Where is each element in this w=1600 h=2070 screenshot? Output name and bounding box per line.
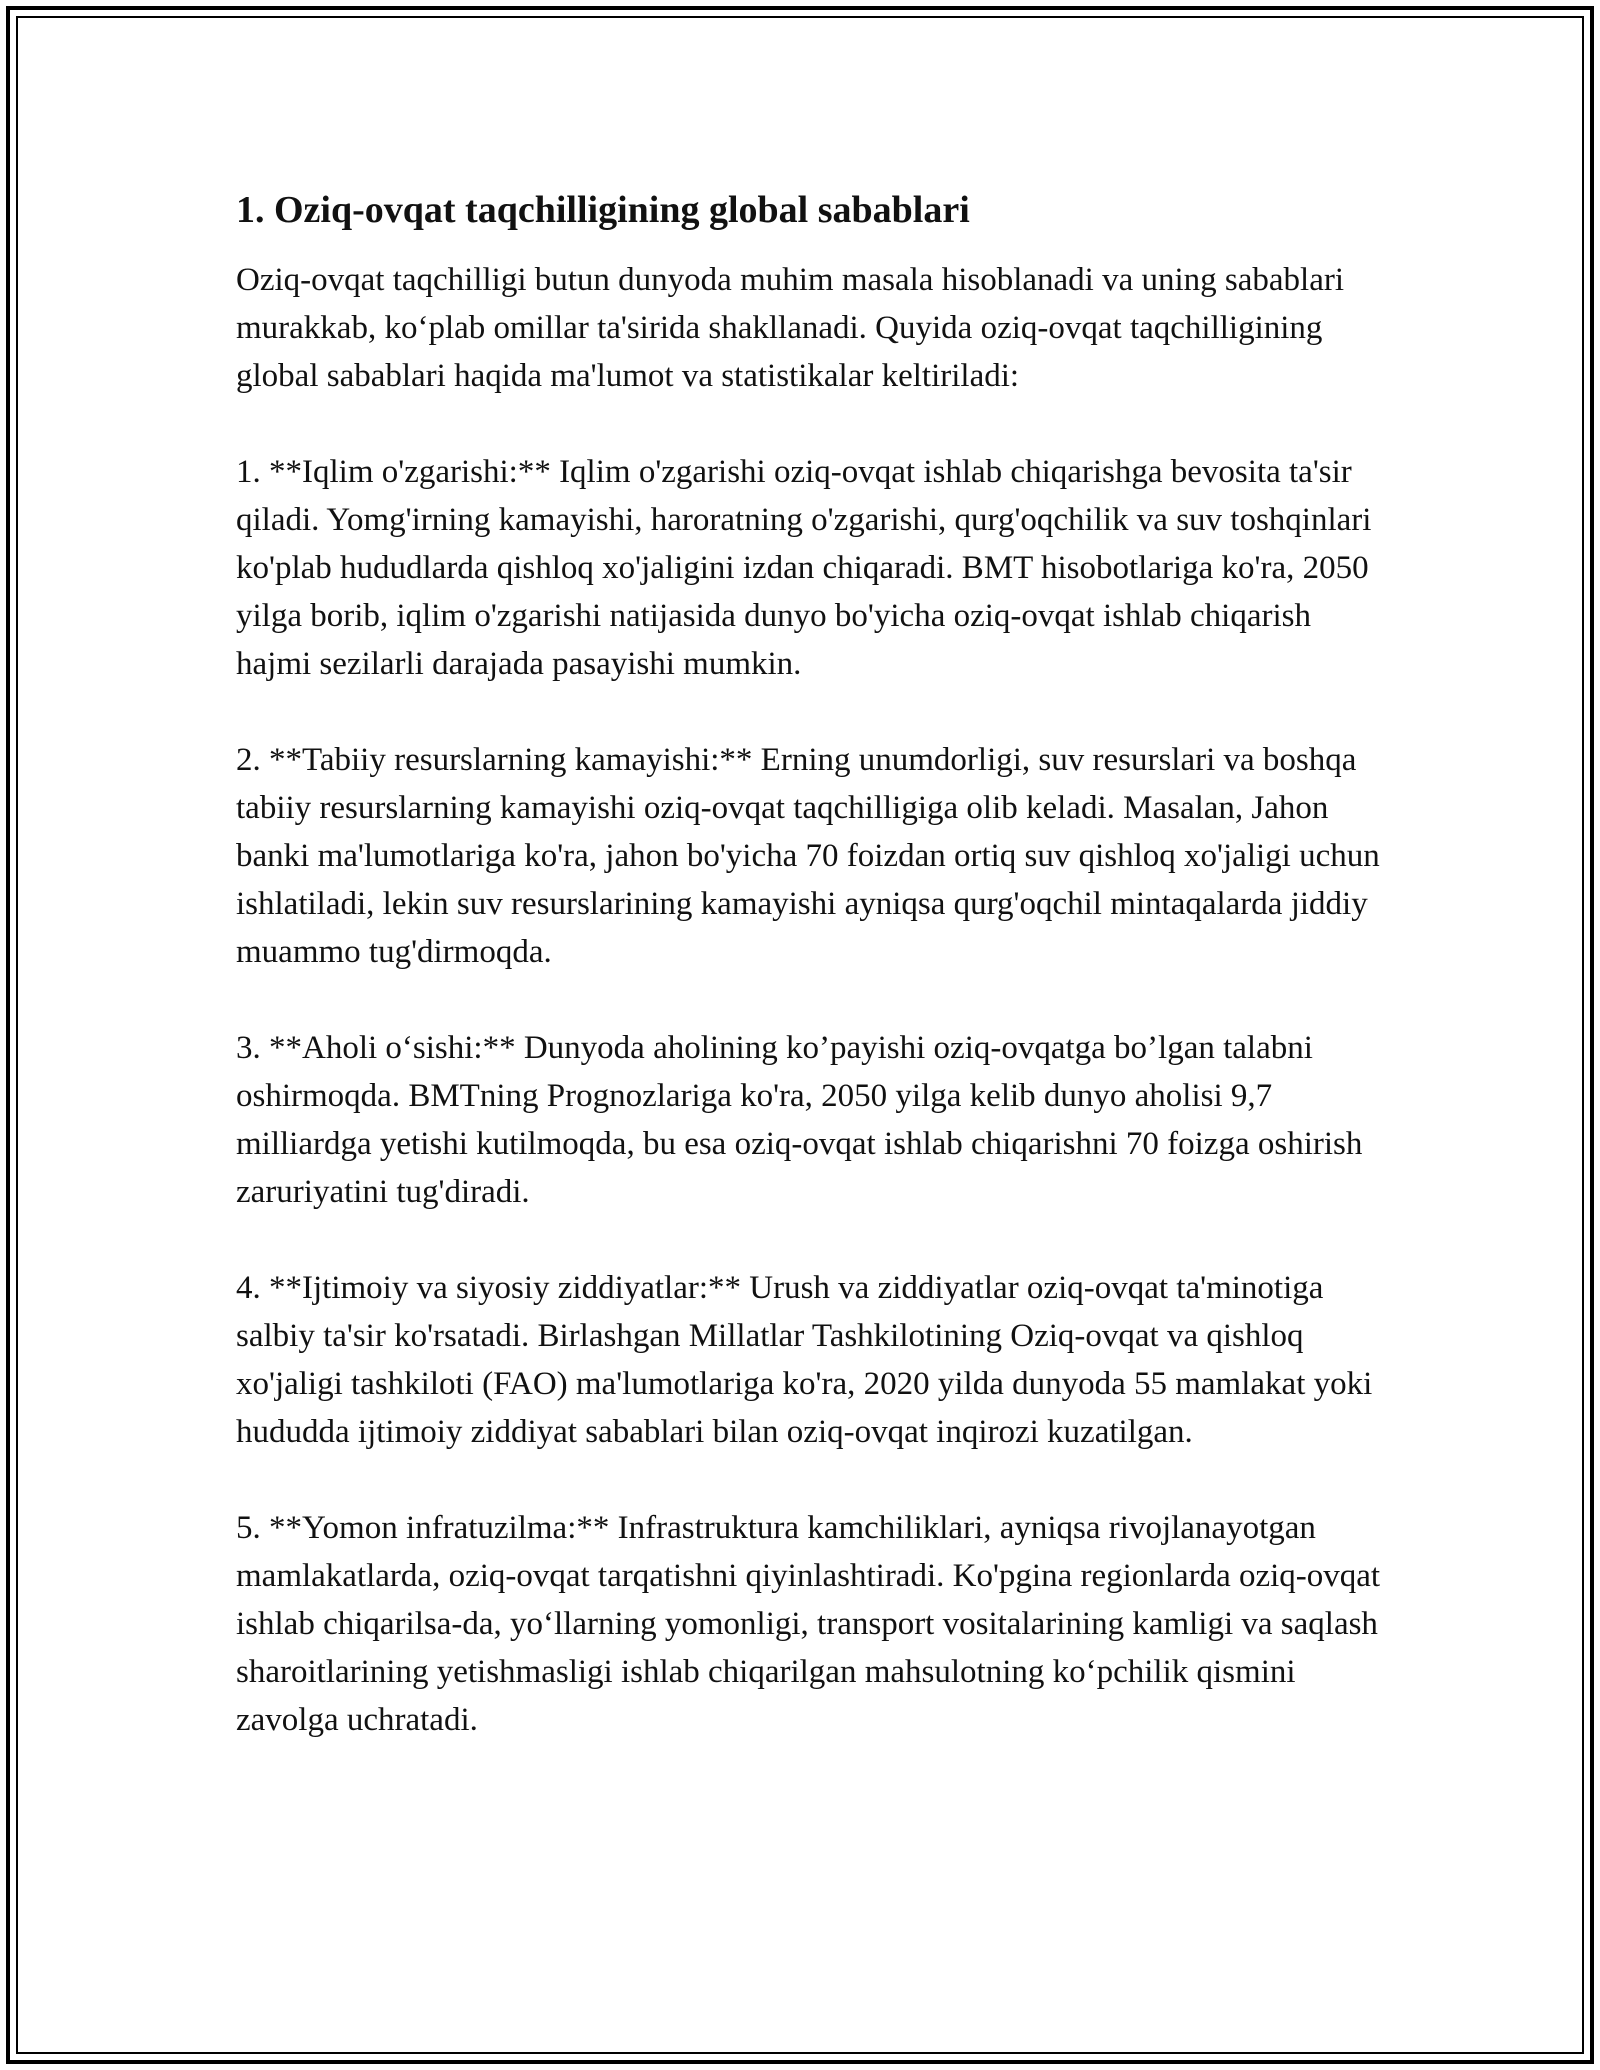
list-item-climate-change: 1. **Iqlim o'zgarishi:** Iqlim o'zgarishi oziq-ovqat ishlab chiqarishga bevosita ta'sir qiladi. Yomg'irning kamayishi, haroratning o'zgarishi, qurg'oqchilik va suv toshqinlari ko'plab hududlarda qishloq xo'jaligini izdan chiqaradi. BMT hisobotlariga ko'ra, 2050 yilga borib, iqlim o'zgarishi natijasida dunyo bo'yicha oziq-ovqat ishlab chiqarish hajmi sezilarli darajada pasayishi mumkin. xyxy=(236,454,1372,682)
list-item-population-growth: 3. **Aholi o‘sishi:** Dunyoda aholining ko’payishi oziq-ovqatga bo’lgan talabni oshirmoqda. BMTning Prognozlariga ko'ra, 2050 yilga kelib dunyo aholisi 9,7 milliardga yetishi kutilmoqda, bu esa oziq-ovqat ishlab chiqarishni 70 foizga oshirish zaruriyatini tug'diradi. xyxy=(236,1030,1363,1210)
list-item-poor-infrastructure: 5. **Yomon infratuzilma:** Infrastruktura kamchiliklari, ayniqsa rivojlanayotgan mamlakatlarda, oziq-ovqat tarqatishni qiyinlashtiradi. Ko'pgina regionlarda oziq-ovqat ishlab chiqarilsa-da, yo‘llarning yomonligi, transport vositalarining kamligi va saqlash sharoitlarining yetishmasligi ishlab chiqarilgan mahsulotning ko‘pchilik qismini zavolga uchratadi. xyxy=(236,1510,1381,1738)
document-body xyxy=(236,186,1386,1792)
document-title: 1. Oziq-ovqat taqchilligining global sabablari xyxy=(236,189,970,231)
intro-paragraph: Oziq-ovqat taqchilligi butun dunyoda muhim masala hisoblanadi va uning sabablari murakkab, ko‘plab omillar ta'sirida shakllanadi. Quyida oziq-ovqat taqchilligining global sabablari haqida ma'lumot va statistikalar keltiriladi: xyxy=(236,262,1345,394)
list-item-social-political-conflicts: 4. **Ijtimoiy va siyosiy ziddiyatlar:** Urush va ziddiyatlar oziq-ovqat ta'minotiga salbiy ta'sir ko'rsatadi. Birlashgan Millatlar Tashkilotining Oziq-ovqat va qishloq xo'jaligi tashkiloti (FAO) ma'lumotlariga ko'ra, 2020 yilda dunyoda 55 mamlakat yoki hududda ijtimoiy ziddiyat sabablari bilan oziq-ovqat inqirozi kuzatilgan. xyxy=(236,1270,1373,1450)
list-item-natural-resources: 2. **Tabiiy resurslarning kamayishi:** Erning unumdorligi, suv resurslari va boshqa tabiiy resurslarning kamayishi oziq-ovqat taqchilligiga olib keladi. Masalan, Jahon banki ma'lumotlariga ko'ra, jahon bo'yicha 70 foizdan ortiq suv qishloq xo'jaligi uchun ishlatiladi, lekin suv resurslarining kamayishi ayniqsa qurg'oqchil mintaqalarda jiddiy muammo tug'dirmoqda. xyxy=(236,742,1380,970)
